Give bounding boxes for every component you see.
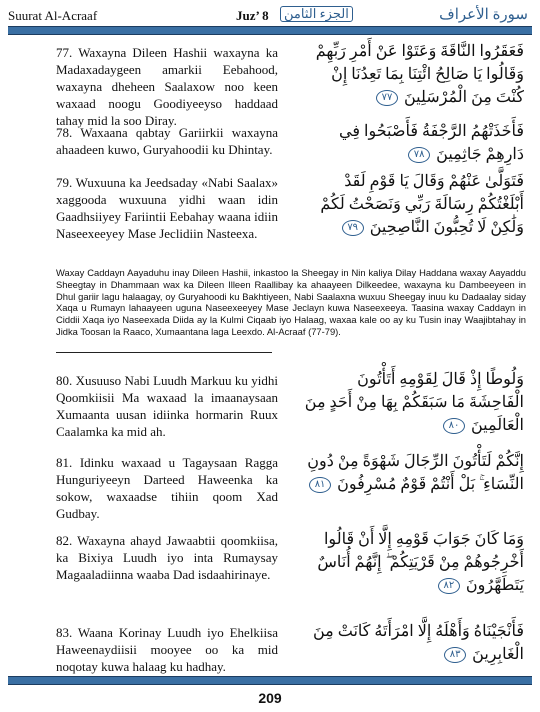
verse-80-translation: 80. Xusuuso Nabi Luudh Markuu ku yidhi Qoomkiisii Ma waxaad la imaanaysaan Xumaanta uusan idiinka hormarin Ruux Caalamka ka mid ah.: [56, 373, 278, 439]
verse-78-number-icon: ٧٨: [408, 147, 430, 163]
verse-83-number-icon: ٨٣: [444, 647, 466, 663]
verse-77-number-icon: ٧٧: [376, 90, 398, 106]
page-number: 209: [258, 690, 282, 706]
surah-name: Suurat Al-Acraaf: [8, 8, 98, 23]
footer-divider-bar: [8, 676, 532, 685]
verse-81-number-icon: ٨١: [309, 477, 331, 493]
verse-79-arabic-text: فَتَوَلَّىٰ عَنْهُمْ وَقَالَ يَا قَوْمِ لَقَدْ أَبْلَغْتُكُمْ رِسَالَةَ رَبِّي وَنَصَحْتُ لَكُمْ وَلَٰكِنْ لَا تُحِبُّونَ النَّاصِحِينَ: [320, 173, 524, 236]
juz-arabic-label: الجزء الثامن: [280, 6, 353, 22]
verse-80-arabic-text: وَلُوطًا إِذْ قَالَ لِقَوْمِهِ أَتَأْتُونَ الْفَاحِشَةَ مَا سَبَقَكُمْ بِهَا مِنْ أَحَدٍ مِنَ الْعَالَمِينَ: [304, 371, 524, 434]
verse-82-number-icon: ٨٢: [438, 578, 460, 594]
header-divider-bar: [8, 26, 532, 35]
verse-79-translation: 79. Wuxuuna ka Jeedsaday «Nabi Saalax» xaggooda wuxuuna yidhi waan idin Gaadhsiiyey Fariintii Eebahay waana idiin Naseexeeyey Mase Jeclidiin Nasteexa.: [56, 175, 278, 241]
commentary-paragraph: Waxay Caddayn Aayaduhu inay Dileen Hashii, inkastoo la Sheegay in Nin kaliya Dilay Haddana waxay Aayaddu Sheegtay in Dhammaan wax ka Dileen Illeen Raallibay ka ahaayeen Dilkeedee, waxayna ku Dambeeyeen in Dhul gariir lagu halaagay, oy Guryahoodi ku Bakhtiyeen, Nabi Saalaxna wuxuu Sheegay inuu ku Dadaalay siday Xaqa u Rumayn lahaayeen uguna Naseexeeyey Mase Jeclayn kuwa Naseexeeya. Taasina waxay Caddayn in Ciddii Xaqa iyo Naseexada Diida ay la Kulmi Ciqaab iyo Halaag, waxaa kale oo ay ku Tusin inay Waajibtahay in Jidka Toosan la Raaco, Xumaantana laga Leexdo. Al-Acraaf (77-79).: [56, 267, 526, 337]
verse-80-arabic: [300, 368, 524, 437]
juz-label: Juz’ 8: [236, 8, 269, 23]
verse-83-arabic: [300, 620, 524, 666]
page-header: [8, 6, 532, 28]
verse-83-translation: 83. Waana Korinay Luudh iyo Ehelkiisa Haweenaydiisii mooyee oo ka mid noqotay kuwa halaag ku hadhay.: [56, 625, 278, 674]
verse-79-number-icon: ٧٩: [342, 220, 364, 236]
verse-77-arabic: [300, 40, 524, 109]
verse-78-arabic-text: فَأَخَذَتْهُمُ الرَّجْفَةُ فَأَصْبَحُوا فِي دَارِهِمْ جَاثِمِينَ: [339, 123, 524, 163]
verse-82-arabic-text: وَمَا كَانَ جَوَابَ قَوْمِهِ إِلَّا أَنْ قَالُوا أَخْرِجُوهُمْ مِنْ قَرْيَتِكُمْ ۖ إِنَّهُمْ أُنَاسٌ يَتَطَهَّرُونَ: [317, 531, 524, 594]
verse-83-arabic-text: فَأَنْجَيْنَاهُ وَأَهْلَهُ إِلَّا امْرَأَتَهُ كَانَتْ مِنَ الْغَابِرِينَ: [313, 623, 524, 663]
verse-81-arabic-text: إِنَّكُمْ لَتَأْتُونَ الرِّجَالَ شَهْوَةً مِنْ دُونِ النِّسَاءِ ۚ بَلْ أَنْتُمْ قَوْمٌ مُسْرِفُونَ: [307, 453, 524, 493]
verse-81-arabic: [300, 450, 524, 496]
verse-79-arabic: [300, 170, 524, 239]
verse-78-translation: 78. Waxaana qabtay Gariirkii waxayna ahaadeen kuwo, Guryahoodii ku Dhintay.: [56, 125, 278, 157]
verse-77-translation: 77. Waxayna Dileen Hashii waxayna ka Madaxadaygeen amarkii Eebahood, waxayna dheheen Saalaxow noo keen waxaad noogu Goodiyeeyso haddaad tahay mid la soo Diray.: [56, 45, 278, 128]
verse-80-number-icon: ٨٠: [443, 418, 465, 434]
verse-77-arabic-text: فَعَقَرُوا النَّاقَةَ وَعَتَوْا عَنْ أَمْرِ رَبِّهِمْ وَقَالُوا يَا صَالِحُ ائْتِنَا بِمَا تَعِدُنَا إِنْ كُنْتَ مِنَ الْمُرْسَلِينَ: [315, 43, 524, 106]
surah-arabic-title: سورة الأعراف: [439, 7, 528, 23]
verse-81-translation: 81. Idinku waxaad u Tagaysaan Ragga Hunguriyeeyn Darteed Haweenka ka sokow, waxaadse tihiin qoom Xad Gudbay.: [56, 455, 278, 521]
verse-82-arabic: [300, 528, 524, 597]
section-divider: [56, 352, 272, 353]
verse-82-translation: 82. Waxayna ahayd Jawaabtii qoomkiisa, ka Bixiya Luudh iyo inta Rumaysay Magaaladiinna waaba Dad isdaahirinaye.: [56, 533, 278, 582]
verse-78-arabic: [300, 120, 524, 166]
